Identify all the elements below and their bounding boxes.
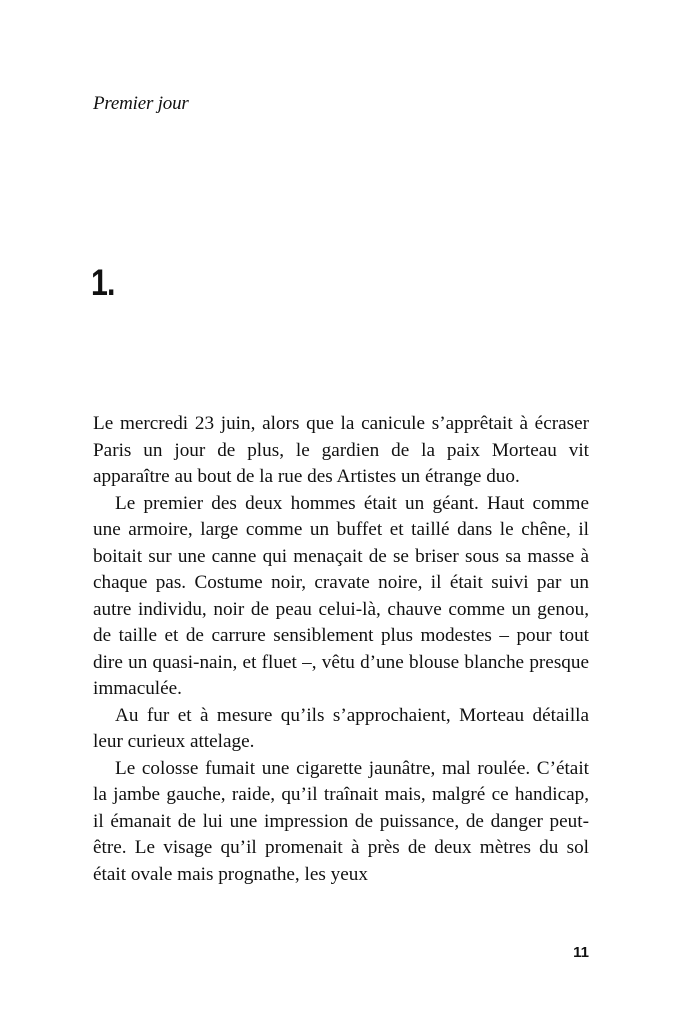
- chapter-body: [93, 411, 589, 888]
- chapter-number: 1.: [91, 262, 115, 303]
- paragraph: Le premier des deux hommes était un géant. Haut comme une armoire, large comme un buffet et taillé dans le chêne, il boitait sur une canne qui menaçait de se briser sous sa masse à chaque pas. Costume noir, cravate noire, il était suivi par un autre individu, noir de peau celui-là, chauve comme un genou, de taille et de carrure sensiblement plus modestes – pour tout dire un quasi-nain, et fluet –, vêtu d’une blouse blanche presque immaculée.: [93, 492, 589, 699]
- part-title: Premier jour: [93, 93, 189, 114]
- paragraph: Le colosse fumait une cigarette jaunâtre, mal roulée. C’était la jambe gauche, raide, qu’il traînait mais, malgré ce handicap, il émanait de lui une impression de puissance, de danger peut-être. Le visage qu’il promenait à près de deux mètres du sol était ovale mais prognathe, les yeux: [93, 757, 589, 885]
- page-number: 11: [573, 944, 589, 961]
- paragraph: Le mercredi 23 juin, alors que la canicule s’apprêtait à écraser Paris un jour de plus, le gardien de la paix Morteau vit apparaître au bout de la rue des Artistes un étrange duo.: [93, 413, 589, 487]
- paragraph: Au fur et à mesure qu’ils s’approchaient, Morteau détailla leur curieux attelage.: [93, 704, 589, 752]
